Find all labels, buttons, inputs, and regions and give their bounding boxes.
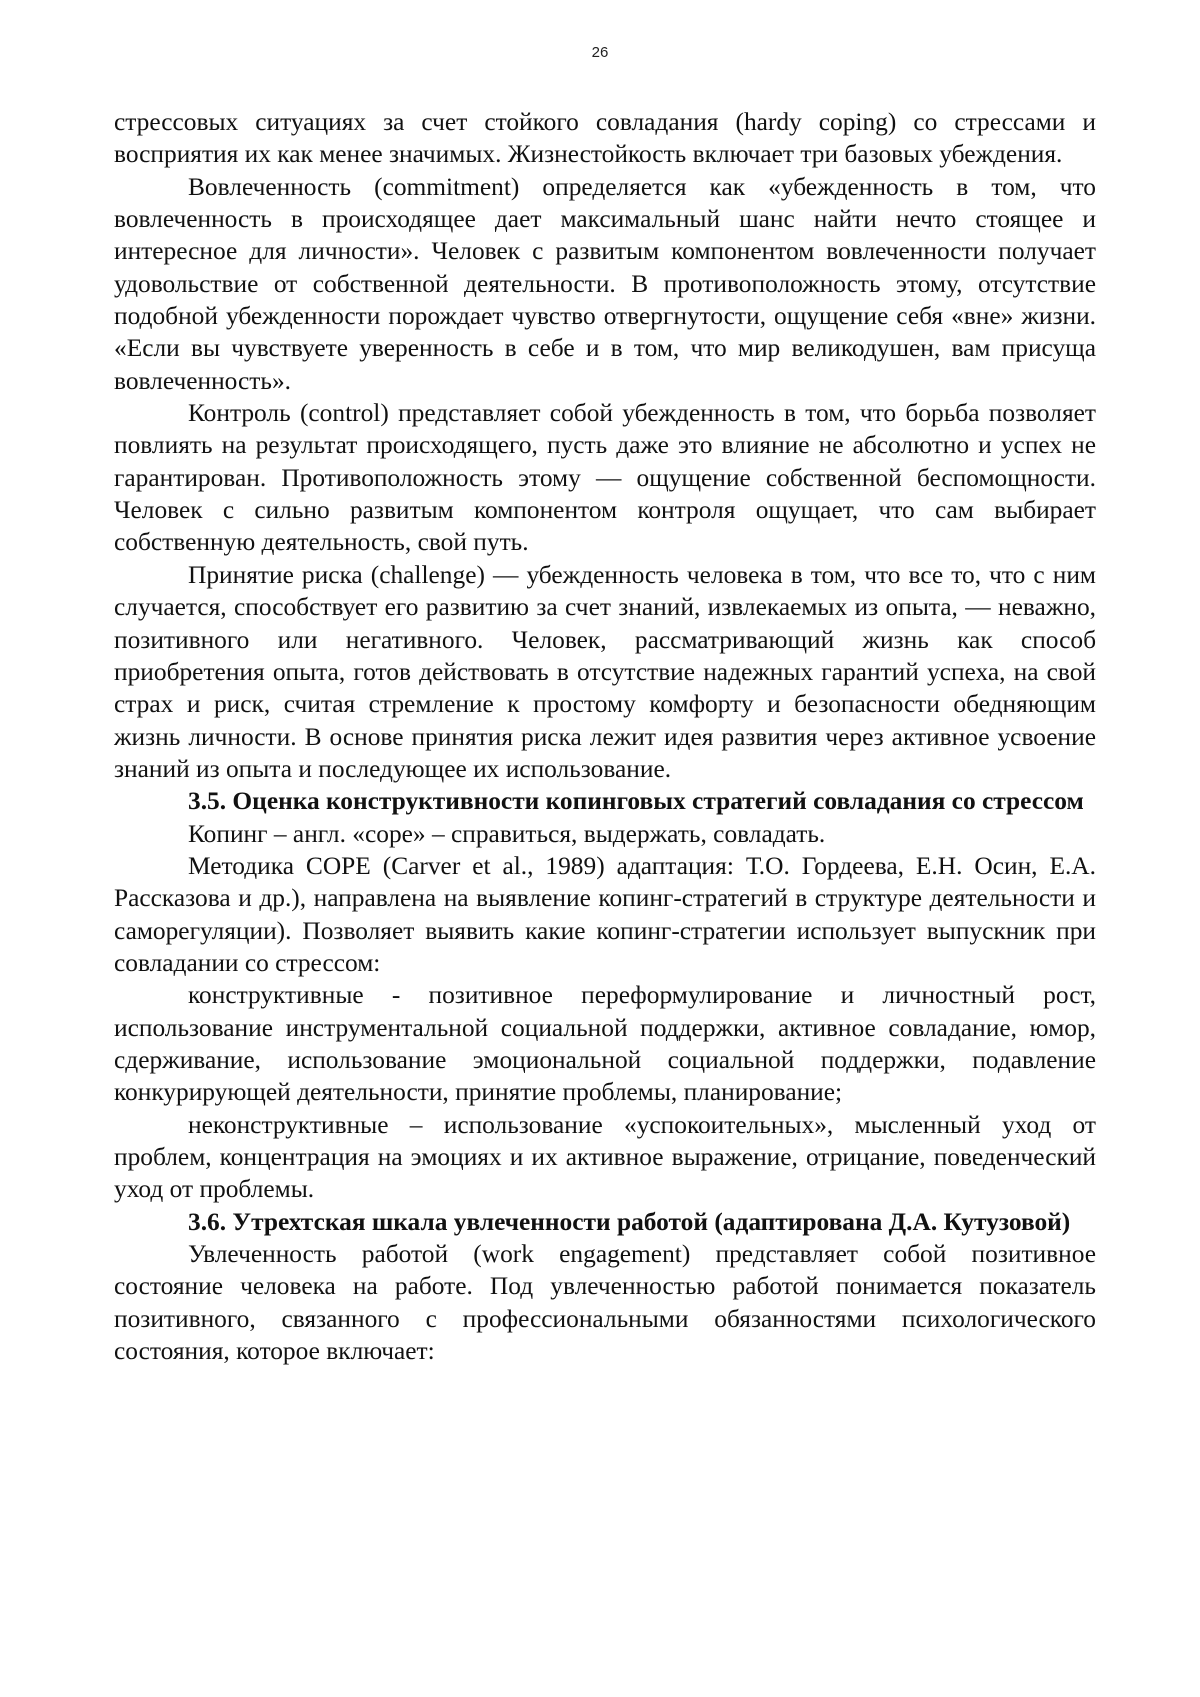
paragraph-work-engagement: Увлеченность работой (work engagement) представляет собой позитивное состояние человека на работе. Под увлеченностью работой понимается показатель позитивного, связанного с профессиональными обязанностями психологического состояния, которое включает: [114,1240,1096,1366]
paragraph-nonconstructive-strategies: неконструктивные – использование «успокоительных», мысленный уход от проблем, концентрация на эмоциях и их активное выражение, отрицание, поведенческий уход от проблемы. [114,1110,1096,1204]
page-body [114,106,1096,1367]
paragraph-commitment: Вовлеченность (commitment) определяется как «убежденность в том, что вовлеченность в происходящее дает максимальный шанс найти нечто стоящее и интересное для личности». Человек с развитым компонентом вовлеченности получает удовольствие от собственной деятельности. В противоположность этому, отсутствие подобной убежденности порождает чувство отвергнутости, ощущение себя «вне» жизни. «Если вы чувствуете уверенность в себе и в том, что мир великодушен, вам присуща вовлеченность». [114,172,1096,395]
paragraph-coping-definition: Копинг – англ. «cope» – справиться, выдержать, совладать. [188,819,826,848]
paragraph-cope-method: Методика COPE (Carver et al., 1989) адаптация: Т.О. Гордеева, Е.Н. Осин, Е.А. Рассказова и др.), направлена на выявление копинг-стратегий в структуре деятельности и саморегуляции). Позволяет выявить какие копинг-стратегии использует выпускник при совладании со стрессом: [114,851,1096,977]
section-heading-3-5: 3.5. Оценка конструктивности копинговых стратегий совладания со стрессом [188,787,1084,816]
paragraph-constructive-strategies: конструктивные - позитивное переформулирование и личностный рост, использование инструментальной социальной поддержки, активное совладание, юмор, сдерживание, использование эмоциональной социальной поддержки, подавление конкурирующей деятельности, принятие проблемы, планирование; [114,981,1096,1107]
paragraph-control: Контроль (control) представляет собой убежденность в том, что борьба позволяет повлиять на результат происходящего, пусть даже это влияние не абсолютно и успех не гарантирован. Противоположность этому — ощущение собственной беспомощности. Человек с сильно развитым компонентом контроля ощущает, что сам выбирает собственную деятельность, свой путь. [114,399,1096,557]
section-heading-3-6: 3.6. Утрехтская шкала увлеченности работой (адаптирована Д.А. Кутузовой) [188,1207,1071,1236]
page-number: 26 [591,44,609,61]
paragraph-challenge: Принятие риска (challenge) — убежденность человека в том, что все то, что с ним случается, способствует его развитию за счет знаний, извлекаемых из опыта, — неважно, позитивного или негативного. Человек, рассматривающий жизнь как способ приобретения опыта, готов действовать в отсутствие надежных гарантий успеха, на свой страх и риск, считая стремление к простому комфорту и безопасности обедняющим жизнь личности. В основе принятия риска лежит идея развития через активное усвоение знаний из опыта и последующее их использование. [114,560,1096,783]
paragraph-hardiness-intro: стрессовых ситуациях за счет стойкого совладания (hardy coping) со стрессами и восприятия их как менее значимых. Жизнестойкость включает три базовых убеждения. [114,108,1096,169]
